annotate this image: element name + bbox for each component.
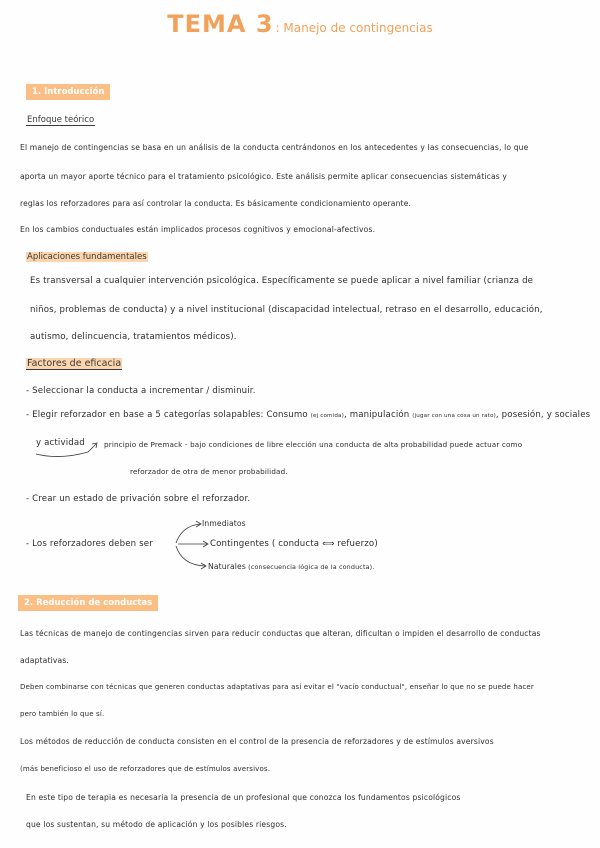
aplicaciones-line-1: Es transversal a cualquier intervención psicológica. Específicamente se puede aplicar a nivel familiar (crianza de [30,276,534,286]
enfoque-line-2: aporta un mayor aporte técnico para el tratamiento psicológico. Este análisis permite aplicar consecuencias sistemáticas y [20,172,508,181]
factores-item-2-end: , posesión, y sociales [495,410,591,420]
premack-line-2: reforzador de otra de menor probabilidad. [130,467,288,476]
branch-arrow-naturales [176,546,205,566]
reduccion-line-8: que los sustentan, su método de aplicación y los posibles riesgos. [26,820,287,829]
factores-item-2-note-2: (jugar con una cosa un rato) [412,413,496,419]
factores-item-2-cont: y actividad [36,438,85,448]
title-main: TEMA 3 [167,10,274,38]
branch-naturales-main: Naturales [208,562,246,571]
factores-item-2-note-1: (ej comida) [310,413,344,419]
factores-item-2-mid: , manipulación [343,410,413,420]
reduccion-line-1: Las técnicas de manejo de contingencias sirven para reducir conductas que alteran, dificultan o impiden el desarrollo de conductas [20,629,541,638]
reduccion-line-7: En este tipo de terapia es necesaria la presencia de un profesional que conozca los fundamentos psicológicos [26,793,461,802]
subheading-aplicaciones-text: Aplicaciones fundamentales [27,252,147,262]
reduccion-line-4: pero también lo que sí. [20,710,105,718]
enfoque-line-3: reglas los reforzadores para así controlar la conducta. Es básicamente condicionamiento operante. [20,199,412,208]
reduccion-line-6: (más beneficioso el uso de reforzadores que de estímulos aversivos. [20,765,271,773]
enfoque-line-1: El manejo de contingencias se basa en un análisis de la conducta centrándonos en los antecedentes y las consecuencias, lo que [20,143,529,152]
reduccion-line-3: Deben combinarse con técnicas que generen conductas adaptativas para así evitar el "vacío conductual", enseñar lo que no se puede hacer [20,683,534,691]
aplicaciones-line-2: niños, problemas de conducta) y a nivel institucional (discapacidad intelectual, retraso en el desarrollo, educación, [30,305,543,315]
factores-item-4: - Los reforzadores deben ser [26,539,153,549]
subheading-enfoque-text: Enfoque teórico [27,115,95,125]
reduccion-line-5: Los métodos de reducción de conducta consisten en el control de la presencia de reforzadores y de estímulos aversivos [20,737,494,746]
title-subtitle: : Manejo de contingencias [275,21,433,35]
factores-item-3: - Crear un estado de privación sobre el reforzador. [26,494,251,504]
premack-bracket [36,444,96,457]
premack-line-1: principio de Premack - bajo condiciones de libre elección una conducta de alta probabilidad puede actuar como [104,440,523,449]
section-heading-intro: 1. Introducción [26,84,110,100]
branch-inmediatos: Inmediatos [202,519,246,528]
branch-naturales-note: (consecuencia lógica de la conducta). [246,563,375,571]
branch-contingentes: Contingentes ( conducta ⟺ refuerzo) [210,539,378,549]
enfoque-line-4: En los cambios conductuales están implicados procesos cognitivos y emocional-afectivos. [20,225,376,234]
aplicaciones-line-3: autismo, delincuencia, tratamientos médicos). [30,332,237,342]
factores-item-2-main: - Elegir reforzador en base a 5 categorías solapables: Consumo [26,410,311,420]
reduccion-line-2: adaptativas. [20,656,69,665]
section-heading-reduccion: 2. Reducción de conductas [18,595,158,611]
factores-item-1: - Seleccionar la conducta a incrementar / disminuir. [26,386,256,396]
subheading-factores-text: Factores de eficacia [27,358,122,369]
